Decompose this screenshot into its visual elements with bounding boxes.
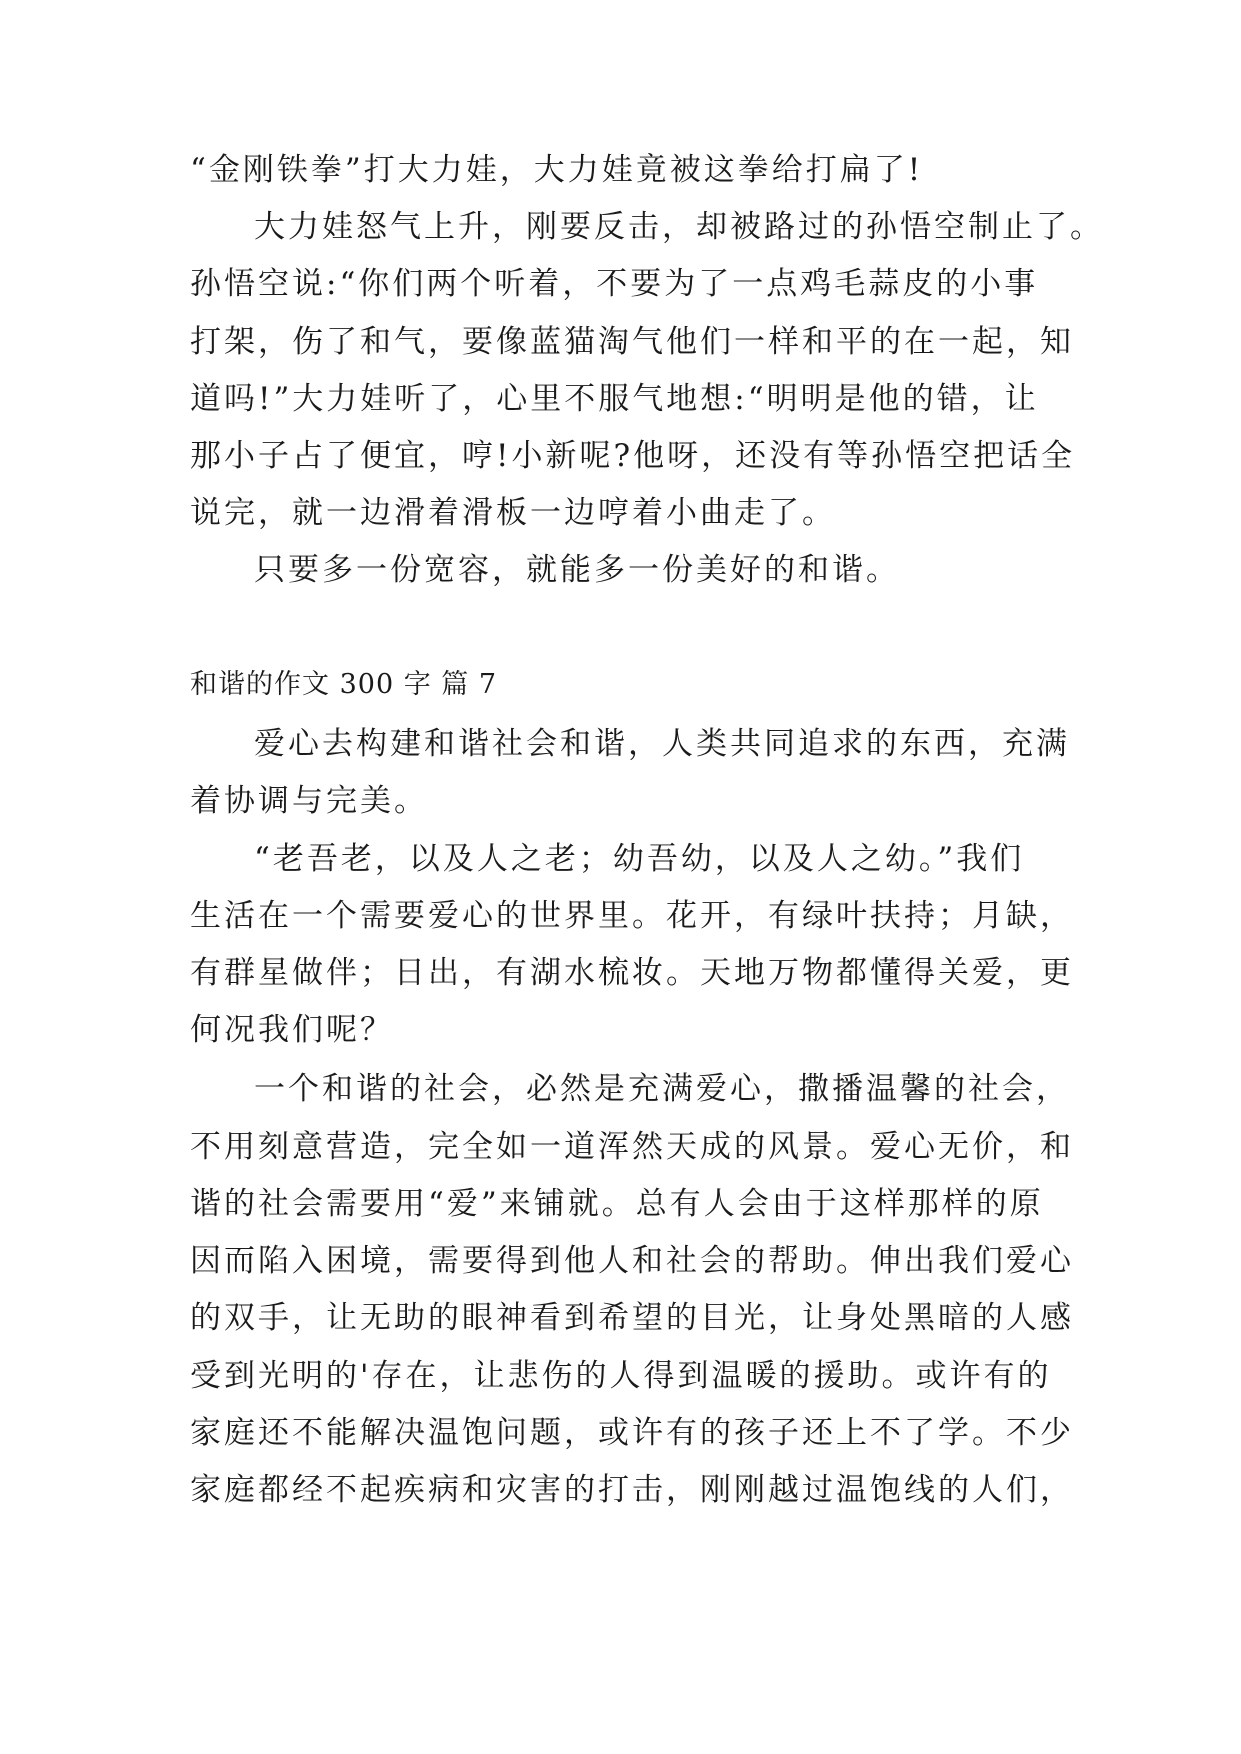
text-line: “金刚铁拳”打大力娃，大力娃竟被这拳给打扁了!	[190, 152, 924, 188]
text-line: 一个和谐的社会，必然是充满爱心，撒播温馨的社会，	[254, 1071, 1070, 1107]
text-line: 爱心去构建和谐社会和谐，人类共同追求的东西，充满	[254, 726, 1070, 762]
section-heading: 和谐的作文 300 字 篇 7	[190, 669, 498, 700]
text-line: 谐的社会需要用“爱”来铺就。总有人会由于这样那样的原	[190, 1186, 1044, 1222]
text-line: 孙悟空说:“你们两个听着，不要为了一点鸡毛蒜皮的小事	[190, 266, 1039, 302]
text-line: 何况我们呢？	[190, 1012, 394, 1048]
text-line: 家庭还不能解决温饱问题，或许有的孩子还上不了学。不少	[190, 1415, 1074, 1451]
text-line: “老吾老，以及人之老；幼吾幼，以及人之幼。”我们	[254, 841, 1025, 877]
text-line: 大力娃怒气上升，刚要反击，却被路过的孙悟空制止了。	[254, 209, 1104, 245]
text-line: 打架，伤了和气，要像蓝猫淘气他们一样和平的在一起，知	[190, 324, 1074, 360]
text-line: 有群星做伴；日出，有湖水梳妆。天地万物都懂得关爱，更	[190, 955, 1074, 991]
text-line: 家庭都经不起疾病和灾害的打击，刚刚越过温饱线的人们，	[190, 1472, 1074, 1508]
text-line: 受到光明的'存在，让悲伤的人得到温暖的援助。或许有的	[190, 1358, 1052, 1394]
text-line: 不用刻意营造，完全如一道浑然天成的风景。爱心无价，和	[190, 1129, 1074, 1165]
text-line: 道吗!”大力娃听了，心里不服气地想:“明明是他的错，让	[190, 381, 1039, 417]
text-line: 生活在一个需要爱心的世界里。花开，有绿叶扶持；月缺，	[190, 898, 1074, 934]
text-line: 说完，就一边滑着滑板一边哼着小曲走了。	[190, 495, 836, 531]
text-line: 那小子占了便宜，哼!小新呢?他呀，还没有等孙悟空把话全	[190, 438, 1076, 474]
text-line: 因而陷入困境，需要得到他人和社会的帮助。伸出我们爱心	[190, 1243, 1074, 1279]
text-line: 着协调与完美。	[190, 783, 428, 819]
text-line: 只要多一份宽容，就能多一份美好的和谐。	[254, 552, 900, 588]
text-line: 的双手，让无助的眼神看到希望的目光，让身处黑暗的人感	[190, 1300, 1074, 1336]
